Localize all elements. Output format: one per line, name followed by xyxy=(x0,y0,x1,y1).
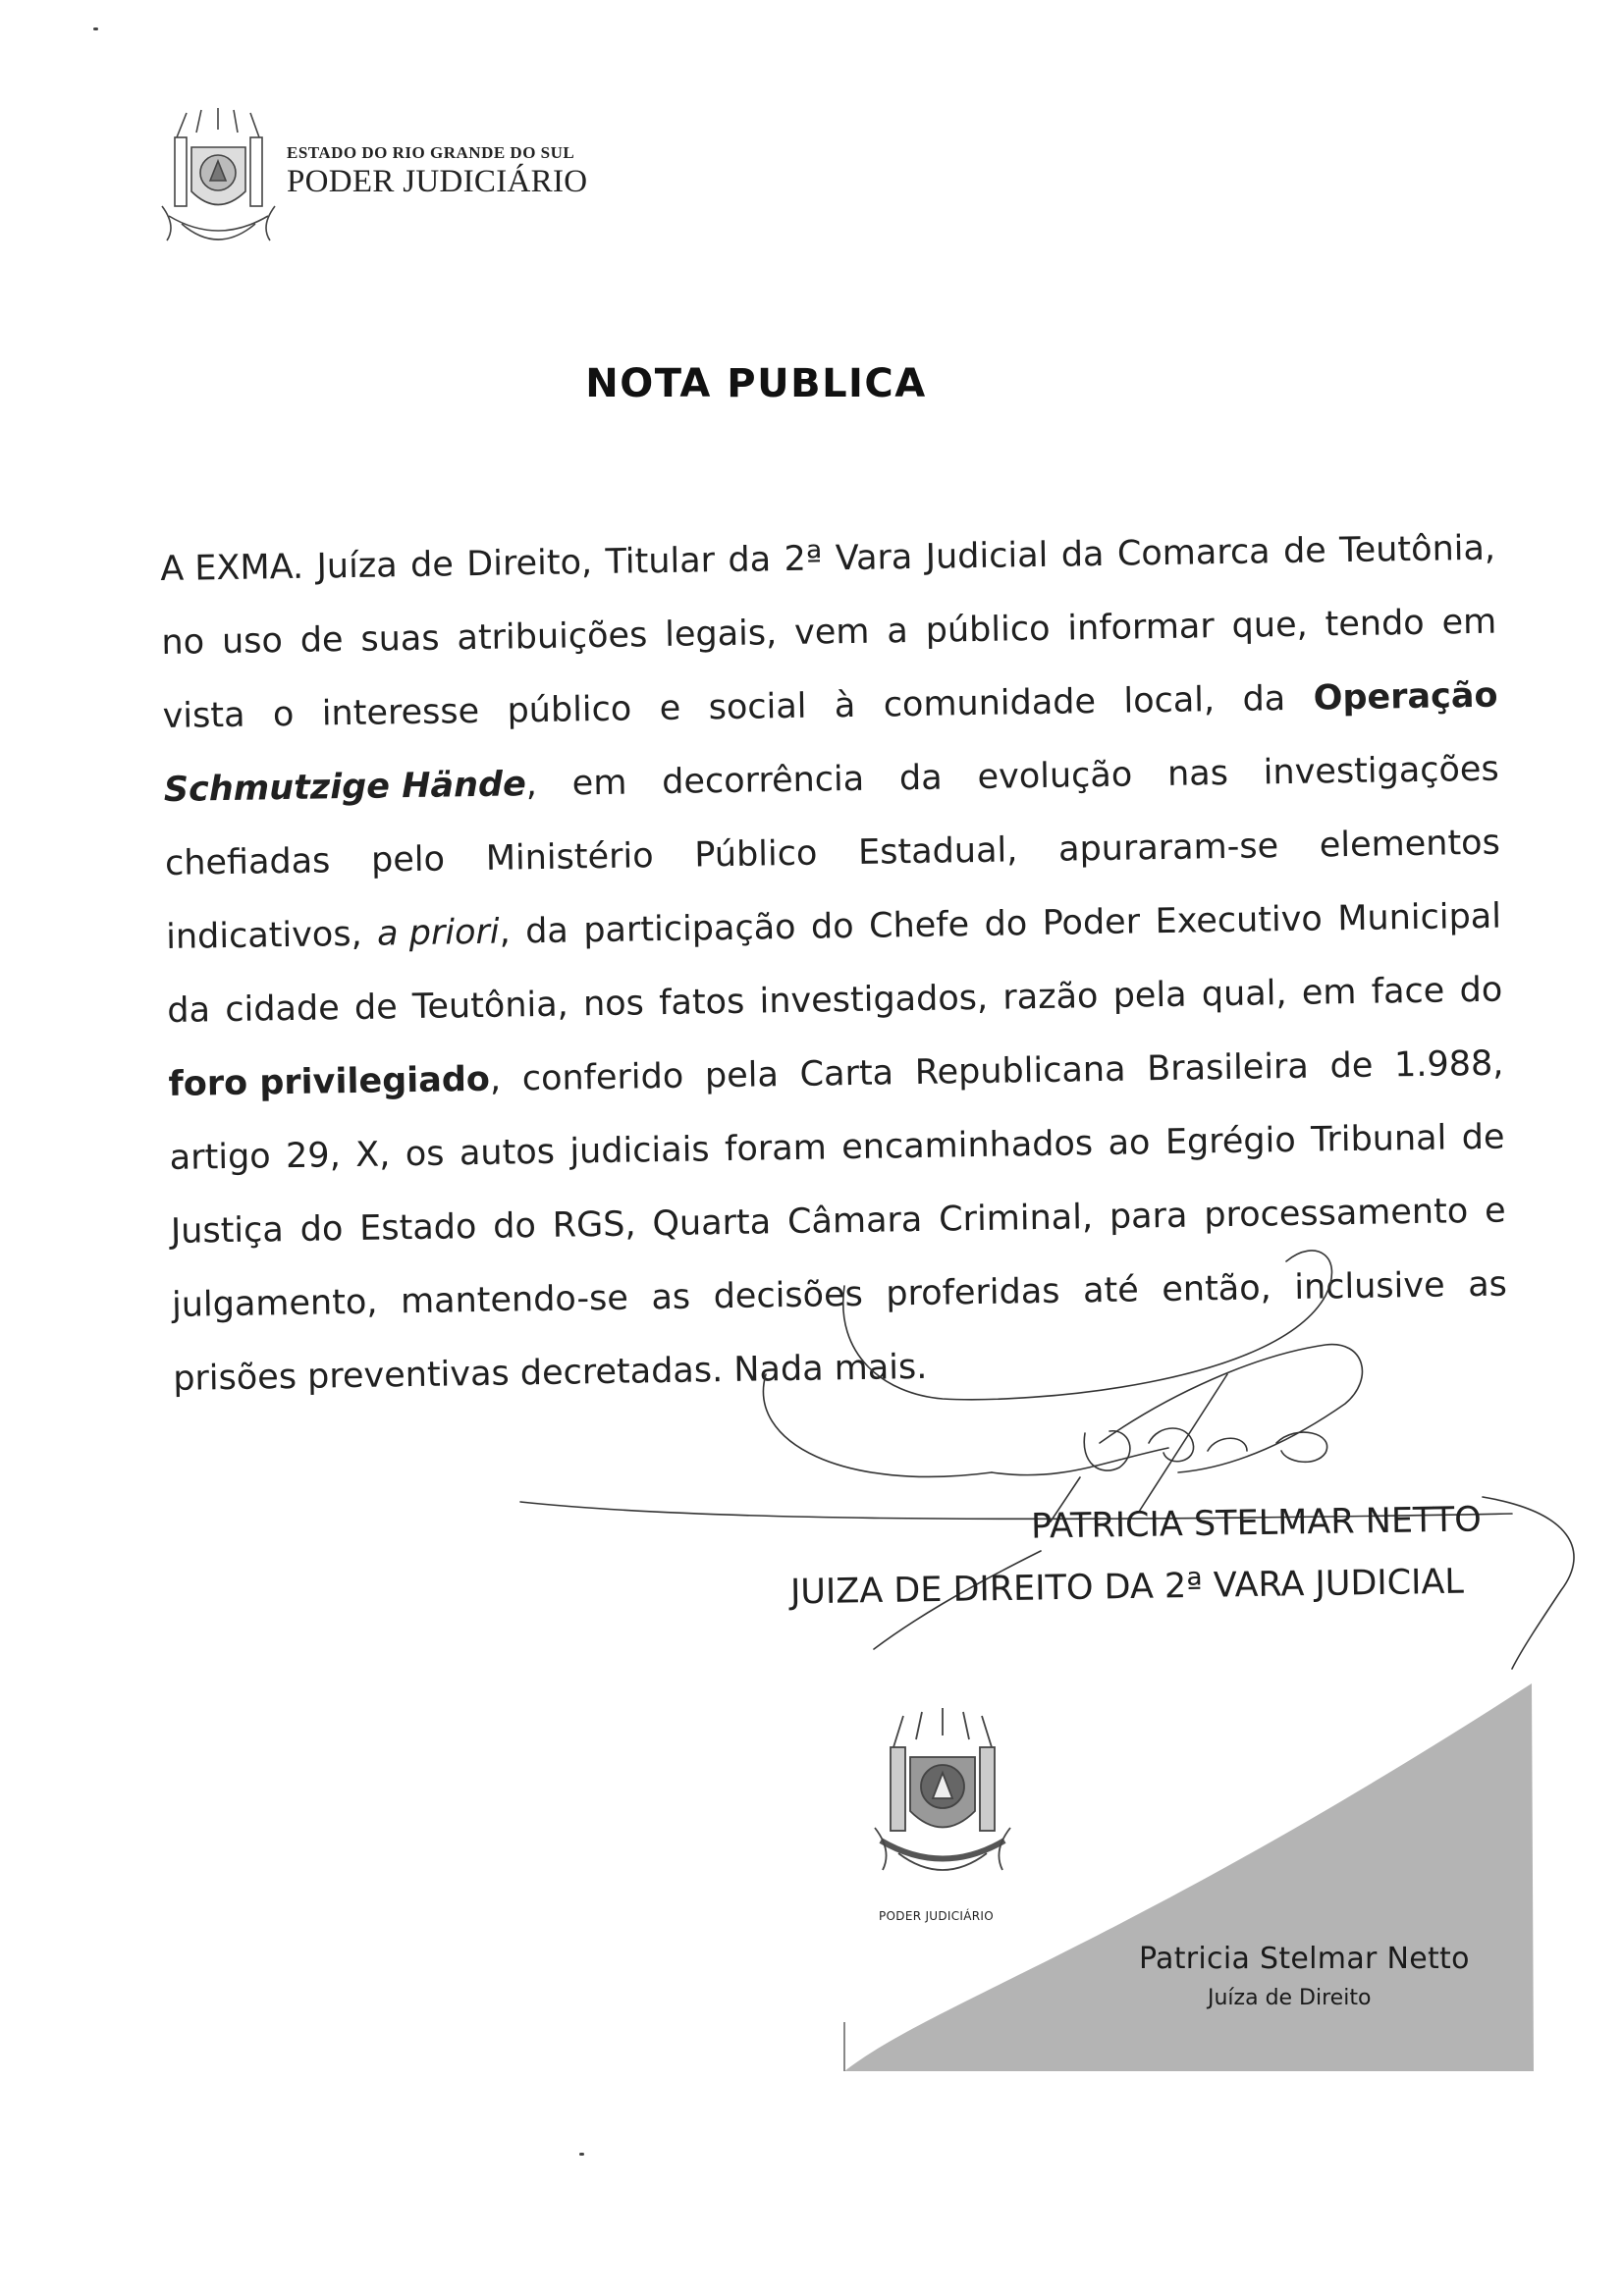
body-word: suas xyxy=(360,618,440,660)
body-word: da xyxy=(898,758,943,799)
body-word: de xyxy=(353,988,399,1028)
signer-role: JUIZA DE DIREITO DA 2ª VARA JUDICIAL xyxy=(789,1562,1465,1613)
body-word: julgamento, xyxy=(171,1282,378,1325)
body-word: Operação xyxy=(1313,675,1498,719)
body-word: Judicial xyxy=(925,535,1049,577)
body-word: judiciais xyxy=(569,1130,710,1172)
body-word: cidade xyxy=(225,988,341,1031)
body-word: mantendo-se xyxy=(400,1278,629,1322)
body-word: à xyxy=(834,685,856,726)
body-word: Estadual, xyxy=(857,830,1018,873)
scan-speck xyxy=(579,2153,584,2156)
body-word: Comarca xyxy=(1116,532,1271,574)
body-word: razão xyxy=(1002,977,1099,1018)
body-word: encaminhados xyxy=(840,1124,1094,1168)
body-word: do xyxy=(810,906,854,947)
body-word: da xyxy=(728,540,772,580)
coat-of-arms-icon xyxy=(157,108,280,255)
body-word: Tribunal xyxy=(1310,1118,1447,1160)
body-word: a xyxy=(887,612,909,652)
body-word: Público xyxy=(694,833,818,876)
body-word: Estado xyxy=(358,1207,477,1249)
body-word: legais, xyxy=(664,614,778,655)
body-word: interesse xyxy=(321,691,480,734)
body-word: elementos xyxy=(1319,823,1501,866)
body-word: público xyxy=(925,609,1051,651)
body-word: as xyxy=(651,1277,691,1318)
body-word: do xyxy=(492,1206,537,1247)
body-word: e xyxy=(1484,1191,1506,1231)
body-word: 29, xyxy=(285,1136,342,1177)
body-word: Teutônia, xyxy=(411,985,569,1028)
body-word: qual, xyxy=(1201,974,1287,1015)
body-word: investigações xyxy=(1263,749,1499,793)
body-word: RGS, xyxy=(552,1204,636,1246)
body-word: A EXMA. xyxy=(160,547,304,589)
body-word: conferido xyxy=(521,1056,684,1099)
body-word: uso xyxy=(221,621,284,663)
body-word: Egrégio xyxy=(1164,1120,1297,1162)
body-word: local, xyxy=(1123,680,1216,721)
body-word: Brasileira xyxy=(1146,1046,1310,1090)
body-word: Juíza xyxy=(316,546,398,587)
body-word: que, xyxy=(1231,605,1309,646)
italic-term: a priori xyxy=(376,912,500,954)
body-word: a priori, xyxy=(376,912,512,954)
body-word: artigo xyxy=(169,1137,271,1178)
body-word: do xyxy=(1459,970,1503,1011)
body-word: Justiça xyxy=(170,1210,285,1252)
body-word: decisões xyxy=(713,1274,864,1317)
body-word: informar xyxy=(1067,607,1216,649)
header-title xyxy=(287,143,587,200)
body-word: chefiadas xyxy=(164,841,331,883)
body-word: 2ª xyxy=(784,539,823,580)
body-word: Câmara xyxy=(786,1200,923,1243)
body-word: de xyxy=(1329,1045,1374,1087)
body-word: processamento xyxy=(1204,1192,1469,1236)
body-word: público xyxy=(507,689,632,731)
signer-name: PATRICIA STELMAR NETTO xyxy=(1030,1500,1483,1547)
body-word: fatos xyxy=(658,982,745,1024)
body-word: Teutônia, xyxy=(1338,528,1496,571)
bold-term: foro privilegiado xyxy=(168,1059,491,1104)
body-word: vem xyxy=(793,612,870,653)
body-word: da xyxy=(1242,679,1286,720)
body-word: e xyxy=(659,688,681,729)
body-word: pela xyxy=(704,1055,780,1096)
body-word: Republicana xyxy=(914,1049,1126,1093)
body-word: então, xyxy=(1162,1268,1272,1310)
body-word: nos xyxy=(582,984,645,1025)
stamp-role: Juíza de Direito xyxy=(1208,1986,1372,2010)
body-word: da xyxy=(1060,534,1105,575)
body-line-12-text: prisões preventivas decretadas. Nada mais. xyxy=(172,1347,928,1399)
body-word: participação xyxy=(582,907,796,951)
body-word: da xyxy=(167,990,211,1031)
body-word: 1.988, xyxy=(1393,1043,1504,1086)
body-word: no xyxy=(161,622,205,663)
operation-name: Schmutzige Hände xyxy=(163,765,527,810)
body-word: Criminal, xyxy=(938,1198,1094,1240)
body-word: Ministério xyxy=(485,836,654,879)
body-word: comunidade xyxy=(883,682,1097,725)
body-word: Schmutzige Hände, xyxy=(163,765,538,810)
body-word: de xyxy=(409,545,455,585)
stamp-coat-of-arms-icon xyxy=(869,1708,1016,1890)
body-word: decorrência xyxy=(661,759,865,802)
state-name: ESTADO DO RIO GRANDE DO SUL xyxy=(287,143,575,162)
stamp-seal-label: PODER JUDICIÁRIO xyxy=(879,1909,995,1923)
body-word: as xyxy=(1467,1264,1508,1306)
body-word: Municipal xyxy=(1336,896,1502,939)
body-word: Carta xyxy=(799,1053,894,1095)
body-word: pela xyxy=(1112,975,1187,1016)
body-word: Vara xyxy=(835,537,913,579)
body-word: do xyxy=(299,1209,344,1250)
body-word: em xyxy=(1441,602,1497,643)
body-word: investigados, xyxy=(759,978,989,1022)
body-text xyxy=(160,529,1509,1433)
body-word: atribuições xyxy=(457,615,648,659)
body-word: os xyxy=(405,1134,445,1175)
body-word: foram xyxy=(724,1128,828,1170)
body-word: de xyxy=(299,620,344,661)
body-word: foro privilegiado, xyxy=(168,1059,502,1104)
body-word: face xyxy=(1371,971,1445,1012)
body-word: tendo xyxy=(1325,603,1425,645)
body-word: Executivo xyxy=(1155,899,1324,942)
body-word: da xyxy=(524,911,569,952)
body-word: evolução xyxy=(977,755,1133,797)
document-title: NOTA PUBLICA xyxy=(585,361,927,406)
body-word: Quarta xyxy=(652,1202,772,1245)
body-word: em xyxy=(571,763,627,804)
body-word: para xyxy=(1109,1196,1188,1237)
body-word: vista xyxy=(162,695,245,736)
body-word: ao xyxy=(1108,1123,1151,1163)
scan-speck xyxy=(93,27,98,30)
body-word: do xyxy=(984,904,1028,944)
body-word: apuraram-se xyxy=(1057,827,1279,870)
body-word: autos xyxy=(459,1132,556,1174)
stamp-name: Patricia Stelmar Netto xyxy=(1139,1942,1470,1976)
body-word: Chefe xyxy=(868,905,970,946)
body-word: até xyxy=(1082,1270,1140,1311)
body-word: de xyxy=(1461,1117,1505,1158)
body-word: de xyxy=(1282,531,1327,572)
body-word: pelo xyxy=(370,839,446,881)
body-word: Direito, xyxy=(465,543,593,585)
body-word: indicativos, xyxy=(165,914,362,957)
body-word: Titular xyxy=(605,541,716,582)
body-word: inclusive xyxy=(1294,1265,1445,1308)
court-name: PODER JUDICIÁRIO xyxy=(287,164,588,199)
body-word: Poder xyxy=(1042,902,1141,943)
body-word: social xyxy=(708,686,807,728)
body-word: o xyxy=(272,694,295,735)
body-word: proferidas xyxy=(886,1271,1060,1314)
body-word: X, xyxy=(354,1135,391,1175)
body-word: nas xyxy=(1166,753,1229,794)
body-word: em xyxy=(1301,972,1357,1013)
